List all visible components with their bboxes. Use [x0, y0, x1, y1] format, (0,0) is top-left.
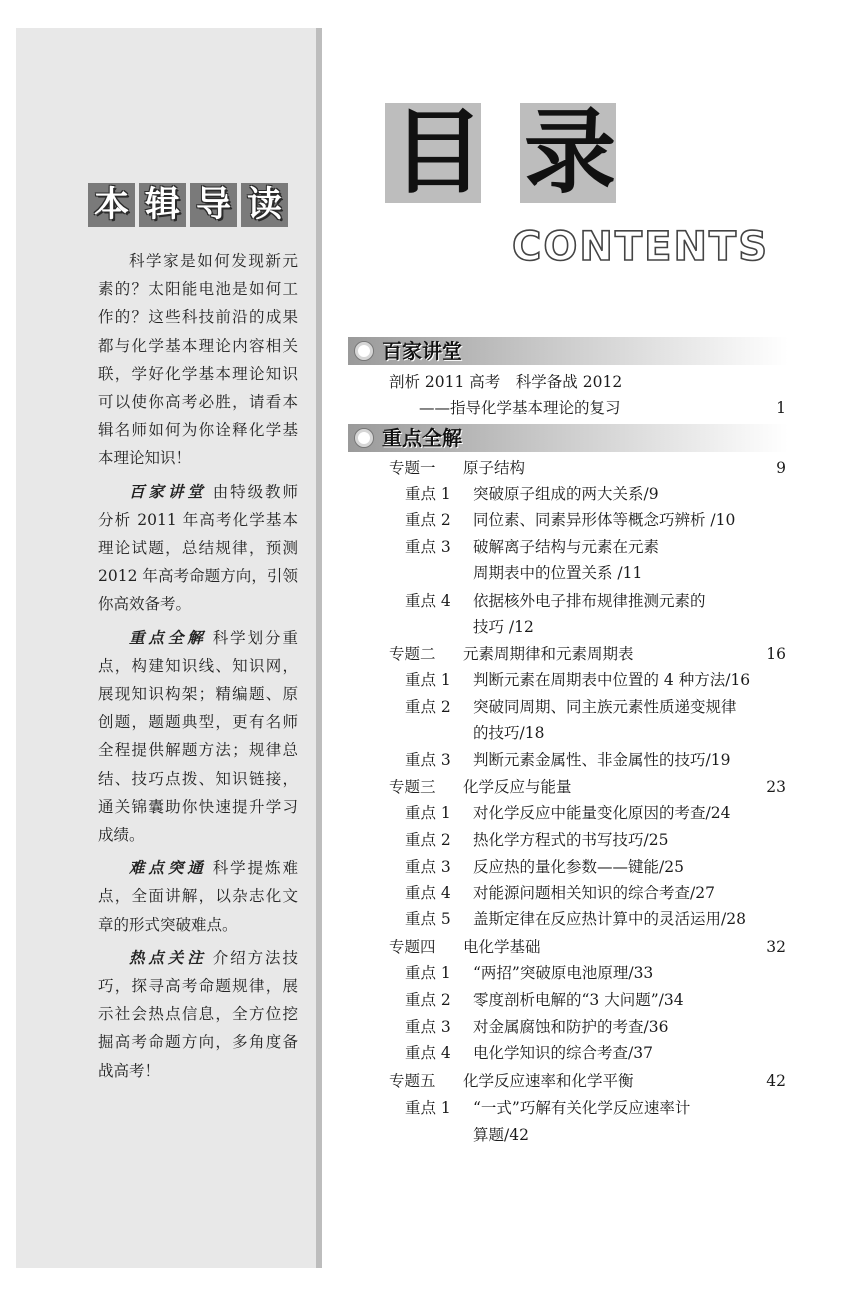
- topic-title: 化学反应速率和化学平衡: [463, 1072, 634, 1090]
- topic-title: 电化学基础: [463, 938, 541, 956]
- item-text: 对金属腐蚀和防护的考查/36: [473, 1018, 669, 1036]
- item-text: 零度剖析电解的“3 大问题”/34: [473, 991, 684, 1009]
- item-text: 突破同周期、同主族元素性质递变规律: [473, 698, 737, 716]
- item-text: 热化学方程式的书写技巧/25: [473, 831, 669, 849]
- toc-item: [405, 748, 730, 772]
- toc-item: [405, 668, 750, 692]
- item-text-continued: 周期表中的位置关系 /11: [473, 564, 643, 582]
- item-label: 重点 4: [405, 1044, 451, 1062]
- topic-title: 元素周期律和元素周期表: [463, 645, 634, 663]
- toc-item: [405, 482, 659, 506]
- page-title-char: 录: [523, 99, 616, 206]
- toc-item: [405, 1041, 653, 1065]
- item-label: 重点 3: [405, 751, 451, 769]
- item-text: 反应热的量化参数——键能/25: [473, 858, 684, 876]
- section-title: 百家讲堂: [382, 339, 462, 363]
- item-label: 重点 2: [405, 511, 451, 529]
- toc-item: [405, 508, 735, 532]
- toc-item: [405, 1015, 668, 1039]
- guide-section-name: 难点突通: [129, 858, 207, 878]
- sidebar-divider: [316, 28, 322, 1268]
- page-number: 9: [776, 459, 786, 477]
- item-label: 重点 1: [405, 1099, 451, 1117]
- item-label: 重点 1: [405, 804, 451, 822]
- guide-title-char: 读: [241, 183, 288, 227]
- topic-label: 专题二: [389, 645, 436, 663]
- toc-item: [405, 907, 746, 931]
- item-label: 重点 5: [405, 910, 451, 928]
- toc-item: [405, 961, 653, 985]
- item-label: 重点 1: [405, 485, 451, 503]
- guide-intro: 科学家是如何发现新元素的？太阳能电池是如何工作的？这些科技前沿的成果都与化学基本理论内容相关联，学好化学基本理论知识可以使你高考必胜，请看本辑名师如何为你诠释化学基本理论知识！: [98, 252, 298, 468]
- guide-section-text: 介绍方法技巧，探寻高考命题规律，展示社会热点信息，全方位挖掘高考命题方向，多角度备战高考！: [98, 948, 298, 1080]
- section-bar: [348, 424, 788, 452]
- item-text-continued: 的技巧/18: [473, 724, 545, 742]
- page-number: 42: [766, 1072, 786, 1090]
- guide-section: [98, 624, 298, 850]
- item-text: 判断元素金属性、非金属性的技巧/19: [473, 751, 731, 769]
- topic-heading: [389, 1069, 634, 1093]
- item-text: 突破原子组成的两大关系/9: [473, 485, 659, 503]
- topic-heading: [389, 456, 525, 480]
- toc-item: [405, 855, 684, 879]
- topic-title: 化学反应与能量: [463, 778, 572, 796]
- topic-heading: [389, 775, 572, 799]
- bullet-circle-icon: [354, 341, 374, 361]
- item-label: 重点 1: [405, 671, 451, 689]
- topic-title: 原子结构: [463, 459, 526, 477]
- topic-label: 专题一: [389, 459, 436, 477]
- topic-label: 专题四: [389, 938, 436, 956]
- page-subtitle: CONTENTS: [512, 224, 770, 270]
- guide-title: [88, 183, 288, 227]
- guide-section: [98, 944, 298, 1085]
- toc-item: [405, 1096, 690, 1120]
- topic-label: 专题五: [389, 1072, 436, 1090]
- bullet-circle-icon: [354, 428, 374, 448]
- guide-section-text: 科学划分重点，构建知识线、知识网，展现知识构架；精编题、原创题，题题典型，更有名师全程提供解题方法；规律总结、技巧点拨、知识链接，通关锦囊助你快速提升学习成绩。: [98, 628, 298, 845]
- guide-section-name: 重点全解: [129, 627, 207, 647]
- topic-label: 专题三: [389, 778, 436, 796]
- guide-section-name: 百家讲堂: [129, 481, 207, 501]
- topic-heading: [389, 935, 541, 959]
- section-title: 重点全解: [382, 426, 462, 450]
- item-text: 对能源问题相关知识的综合考查/27: [473, 884, 715, 902]
- guide-section: [98, 854, 298, 939]
- page-number: 1: [776, 399, 786, 417]
- guide-title-char: 本: [88, 183, 135, 227]
- item-text: 同位素、同素异形体等概念巧辨析 /10: [473, 511, 736, 529]
- item-label: 重点 3: [405, 1018, 451, 1036]
- guide-body: [98, 247, 298, 1090]
- item-text: 盖斯定律在反应热计算中的灵活运用/28: [473, 910, 746, 928]
- item-label: 重点 4: [405, 592, 451, 610]
- toc-item: [405, 695, 737, 719]
- page-number: 16: [766, 645, 786, 663]
- item-label: 重点 1: [405, 964, 451, 982]
- toc-entry: 剖析 2011 高考 科学备战 2012: [389, 373, 623, 391]
- item-label: 重点 2: [405, 991, 451, 1009]
- item-text-continued: 技巧 /12: [473, 618, 534, 636]
- item-label: 重点 3: [405, 858, 451, 876]
- page-number: 32: [766, 938, 786, 956]
- item-label: 重点 3: [405, 538, 451, 556]
- guide-section-text: 科学提炼难点，全面讲解，以杂志化文章的形式突破难点。: [98, 859, 298, 934]
- toc-item: [405, 988, 684, 1012]
- guide-section-text: 由特级教师分析 2011 年高考化学基本理论试题，总结规律，预测 2012 年高考命题方向，引领你高效备考。: [98, 482, 298, 614]
- toc-item: [405, 589, 706, 613]
- toc-item: [405, 881, 715, 905]
- item-text: 判断元素在周期表中位置的 4 种方法/16: [473, 671, 751, 689]
- guide-section: [98, 478, 298, 619]
- item-text: 对化学反应中能量变化原因的考查/24: [473, 804, 731, 822]
- item-text: “一式”巧解有关化学反应速率计: [473, 1099, 691, 1117]
- item-label: 重点 2: [405, 831, 451, 849]
- toc-item: [405, 801, 730, 825]
- item-text-continued: 算题/42: [473, 1126, 529, 1144]
- item-text: 破解离子结构与元素在元素: [473, 538, 660, 556]
- item-text: 依据核外电子排布规律推测元素的: [473, 592, 706, 610]
- guide-section-name: 热点关注: [129, 947, 207, 967]
- page-number: 23: [766, 778, 786, 796]
- item-text: 电化学知识的综合考查/37: [473, 1044, 653, 1062]
- item-text: “两招”突破原电池原理/33: [473, 964, 654, 982]
- page-title-char: 目: [391, 99, 484, 206]
- guide-title-char: 导: [190, 183, 237, 227]
- guide-title-char: 辑: [139, 183, 186, 227]
- item-label: 重点 4: [405, 884, 451, 902]
- toc-item: [405, 535, 659, 559]
- toc-item: [405, 828, 668, 852]
- section-bar: [348, 337, 788, 365]
- topic-heading: [389, 642, 634, 666]
- item-label: 重点 2: [405, 698, 451, 716]
- toc-entry: ——指导化学基本理论的复习: [419, 399, 621, 417]
